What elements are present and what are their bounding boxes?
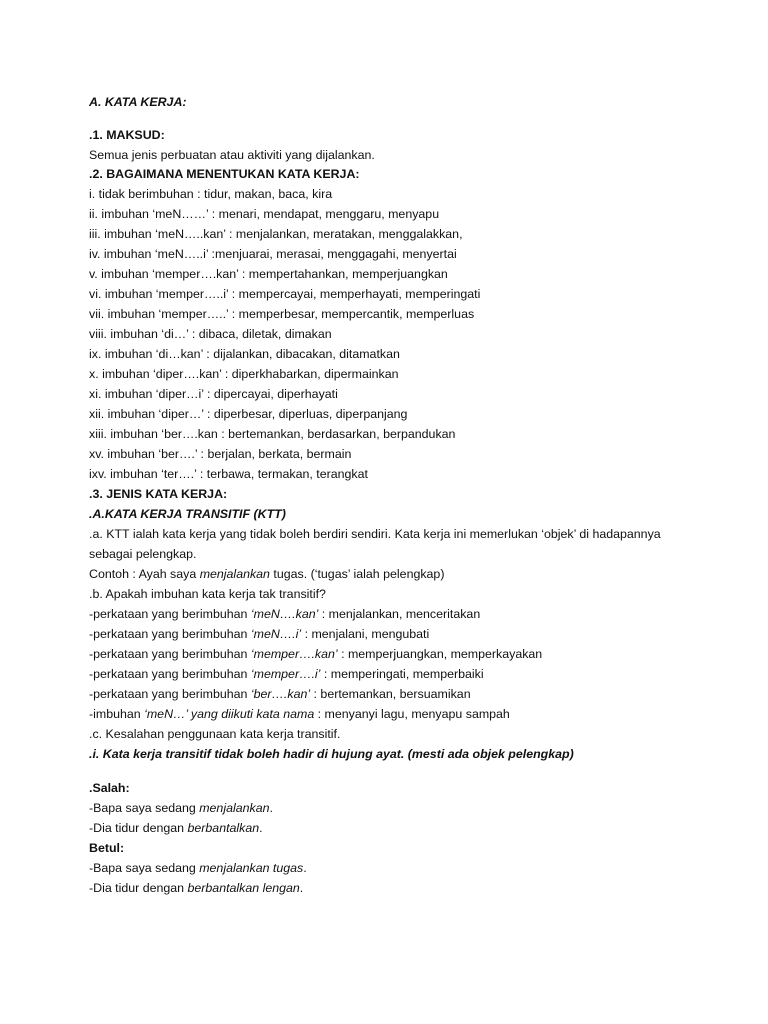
ktt-title: .A.KATA KERJA TRANSITIF (KTT) <box>89 507 286 521</box>
list-item: xv. imbuhan ‘ber….’ : berjalan, berkata, bermain <box>89 447 352 461</box>
list-item: iii. imbuhan ‘meN…..kan’ : menjalankan, meratakan, menggalakkan, <box>89 227 463 241</box>
maksud-text: Semua jenis perbuatan atau aktiviti yang dijalankan. <box>89 148 375 162</box>
example-verb: berbantalkan <box>187 821 260 835</box>
contoh-verb: menjalankan <box>199 567 270 581</box>
list-item: xiii. imbuhan ‘ber….kan : bertemankan, berdasarkan, berpandukan <box>89 427 456 441</box>
list-item <box>89 646 542 662</box>
list-item: viii. imbuhan ‘di…’ : dibaca, diletak, dimakan <box>89 327 332 341</box>
section-heading: A. KATA KERJA: <box>89 95 187 109</box>
list-item: i. tidak berimbuhan : tidur, makan, baca, kira <box>89 187 333 201</box>
list-item <box>89 706 510 722</box>
example-pre: -Dia tidur dengan <box>89 881 188 895</box>
example-pre: -Bapa saya sedang <box>89 861 200 875</box>
example-verb: menjalankan <box>199 801 270 815</box>
list-item: xi. imbuhan ‘diper…i’ : dipercayai, diperhayati <box>89 387 338 401</box>
example-line <box>89 820 263 836</box>
example-line <box>89 860 307 876</box>
c-title: .c. Kesalahan penggunaan kata kerja transitif. <box>89 727 341 741</box>
example-line <box>89 800 273 816</box>
contoh-pre: Contoh : Ayah saya <box>89 567 200 581</box>
list-item: iv. imbuhan ‘meN…..i’ :menjuarai, merasai, menggagahi, menyertai <box>89 247 457 261</box>
item-pre: -perkataan yang berimbuhan <box>89 667 251 681</box>
item-post: : menjalani, mengubati <box>301 627 430 641</box>
list-item <box>89 666 484 682</box>
item-affix: ‘memper….i’ <box>250 667 321 681</box>
bagaimana-title: .2. BAGAIMANA MENENTUKAN KATA KERJA: <box>89 167 360 181</box>
item-post: : bertemankan, bersuamikan <box>310 687 471 701</box>
ktt-definition-line2: sebagai pelengkap. <box>89 547 197 561</box>
list-item: vii. imbuhan ‘memper…..’ : memperbesar, mempercantik, memperluas <box>89 307 475 321</box>
item-affix: ‘meN….kan’ <box>250 607 319 621</box>
example-pre: -Dia tidur dengan <box>89 821 188 835</box>
item-post: : menyanyi lagu, menyapu sampah <box>314 707 510 721</box>
maksud-title: .1. MAKSUD: <box>89 128 165 142</box>
contoh-post: tugas. (‘tugas’ ialah pelengkap) <box>269 567 445 581</box>
item-affix: ‘meN…’ yang diikuti kata nama <box>144 707 315 721</box>
betul-title: Betul: <box>89 841 125 855</box>
example-verb: berbantalkan lengan <box>187 881 300 895</box>
transitive-rule: .i. Kata kerja transitif tidak boleh hadir di hujung ayat. (mesti ada objek pelengkap) <box>89 747 574 761</box>
example-verb: menjalankan tugas <box>199 861 304 875</box>
item-pre: -perkataan yang berimbuhan <box>89 687 251 701</box>
list-item: vi. imbuhan ‘memper…..i’ : mempercayai, memperhayati, memperingati <box>89 287 481 301</box>
example-post: . <box>299 881 304 895</box>
example-post: . <box>259 821 263 835</box>
contoh-line <box>89 566 444 582</box>
b-title: .b. Apakah imbuhan kata kerja tak transitif? <box>89 587 326 601</box>
ktt-definition-line1: .a. KTT ialah kata kerja yang tidak boleh berdiri sendiri. Kata kerja ini memerlukan ‘objek’ di hadapannya <box>89 527 661 541</box>
list-item: ii. imbuhan ‘meN……’ : menari, mendapat, menggaru, menyapu <box>89 207 440 221</box>
item-affix: ‘memper….kan’ <box>250 647 338 661</box>
item-affix: ‘meN….i’ <box>250 627 302 641</box>
item-post: : menjalankan, menceritakan <box>318 607 481 621</box>
item-pre: -perkataan yang berimbuhan <box>89 607 251 621</box>
list-item: xii. imbuhan ‘diper…’ : diperbesar, diperluas, diperpanjang <box>89 407 408 421</box>
jenis-title: .3. JENIS KATA KERJA: <box>89 487 228 501</box>
item-pre: -imbuhan <box>89 707 145 721</box>
item-post: : memperingati, memperbaiki <box>320 667 484 681</box>
example-line <box>89 880 303 896</box>
example-pre: -Bapa saya sedang <box>89 801 200 815</box>
item-affix: ‘ber….kan’ <box>250 687 311 701</box>
list-item: x. imbuhan ‘diper….kan’ : diperkhabarkan, dipermainkan <box>89 367 399 381</box>
item-pre: -perkataan yang berimbuhan <box>89 627 251 641</box>
list-item: ix. imbuhan ‘di…kan’ : dijalankan, dibacakan, ditamatkan <box>89 347 400 361</box>
list-item <box>89 626 429 642</box>
list-item <box>89 686 471 702</box>
example-post: . <box>303 861 307 875</box>
list-item <box>89 606 480 622</box>
item-pre: -perkataan yang berimbuhan <box>89 647 251 661</box>
item-post: : memperjuangkan, memperkayakan <box>337 647 543 661</box>
list-item: ixv. imbuhan ‘ter….’ : terbawa, termakan, terangkat <box>89 467 368 481</box>
example-post: . <box>269 801 273 815</box>
list-item: v. imbuhan ‘memper….kan’ : mempertahankan, memperjuangkan <box>89 267 448 281</box>
salah-title: .Salah: <box>89 781 130 795</box>
